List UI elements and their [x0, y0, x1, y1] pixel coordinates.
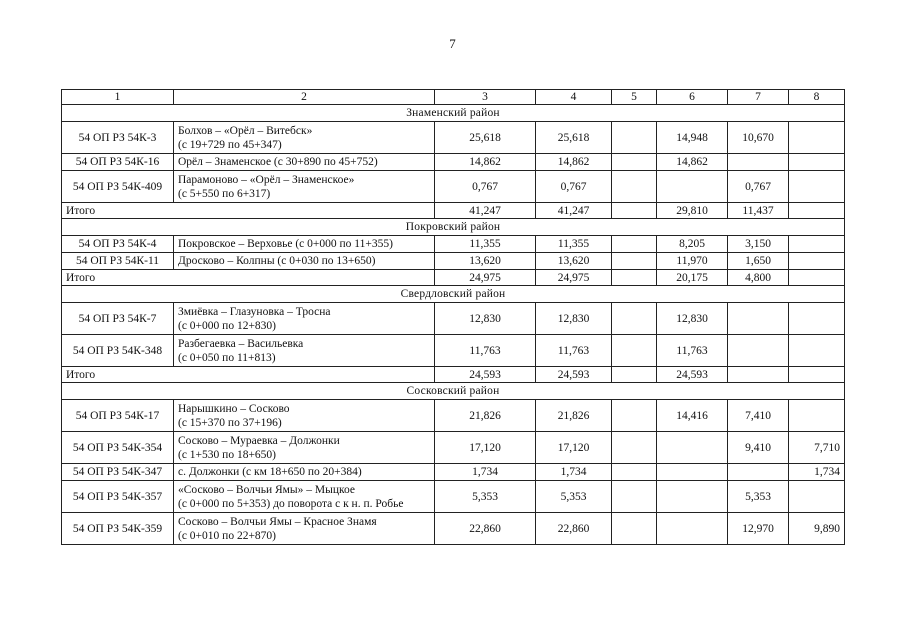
road-name-line: Болхов – «Орёл – Витебск»	[178, 124, 313, 137]
value-c4: 21,826	[536, 400, 612, 432]
value-c5	[612, 400, 657, 432]
value-c4: 25,618	[536, 122, 612, 154]
table-row	[62, 513, 845, 545]
total-value-c6: 20,175	[657, 270, 728, 286]
value-c7: 1,650	[728, 253, 789, 270]
road-name-line: Змиёвка – Глазуновка – Тросна	[178, 305, 331, 318]
value-c3: 1,734	[435, 464, 536, 481]
total-value-c6: 29,810	[657, 203, 728, 219]
value-c6: 11,763	[657, 335, 728, 367]
value-c4: 22,860	[536, 513, 612, 545]
road-code: 54 ОП РЗ 54К-17	[62, 400, 174, 432]
total-label: Итого	[62, 270, 435, 286]
value-c6	[657, 432, 728, 464]
total-value-c8	[789, 367, 845, 383]
value-c3: 17,120	[435, 432, 536, 464]
value-c4: 12,830	[536, 303, 612, 335]
total-value-c8	[789, 270, 845, 286]
total-value-c3: 41,247	[435, 203, 536, 219]
road-name-line: (с 5+550 по 6+317)	[178, 187, 271, 200]
column-number: 1	[62, 90, 174, 105]
district-title: Покровский район	[62, 219, 845, 236]
road-code: 54 ОП РЗ 54К-409	[62, 171, 174, 203]
column-number: 7	[728, 90, 789, 105]
column-number: 2	[174, 90, 435, 105]
value-c8: 1,734	[789, 464, 845, 481]
value-c6	[657, 513, 728, 545]
value-c7: 9,410	[728, 432, 789, 464]
value-c3: 25,618	[435, 122, 536, 154]
value-c8: 7,710	[789, 432, 845, 464]
district-row	[62, 105, 845, 122]
column-number: 3	[435, 90, 536, 105]
value-c3: 11,763	[435, 335, 536, 367]
road-name-line: Разбегаевка – Васильевка	[178, 337, 304, 350]
column-number-row	[62, 90, 845, 105]
road-code: 54 ОП РЗ 54К-4	[62, 236, 174, 253]
total-value-c7	[728, 367, 789, 383]
total-value-c4: 41,247	[536, 203, 612, 219]
value-c5	[612, 481, 657, 513]
total-value-c3: 24,593	[435, 367, 536, 383]
value-c6: 14,948	[657, 122, 728, 154]
table-row	[62, 481, 845, 513]
value-c6: 14,862	[657, 154, 728, 171]
total-label: Итого	[62, 367, 435, 383]
value-c7: 12,970	[728, 513, 789, 545]
value-c6	[657, 464, 728, 481]
page-number: 7	[449, 36, 456, 51]
value-c4: 11,355	[536, 236, 612, 253]
value-c7	[728, 303, 789, 335]
total-value-c5	[612, 203, 657, 219]
total-value-c5	[612, 270, 657, 286]
value-c5	[612, 236, 657, 253]
value-c8: 9,890	[789, 513, 845, 545]
road-name	[174, 303, 435, 335]
road-name-line: (с 1+530 по 18+650)	[178, 448, 277, 461]
table-row	[62, 303, 845, 335]
table-row	[62, 432, 845, 464]
column-number: 6	[657, 90, 728, 105]
road-name-line: Покровское – Верховье (с 0+000 по 11+355)	[178, 238, 393, 250]
road-name-line: (с 15+370 по 37+196)	[178, 416, 282, 429]
value-c8	[789, 122, 845, 154]
value-c8	[789, 481, 845, 513]
value-c3: 13,620	[435, 253, 536, 270]
total-value-c7: 4,800	[728, 270, 789, 286]
value-c4: 13,620	[536, 253, 612, 270]
value-c8	[789, 154, 845, 171]
total-value-c8	[789, 203, 845, 219]
value-c6	[657, 171, 728, 203]
value-c6	[657, 481, 728, 513]
road-name-line: с. Должонки (с км 18+650 по 20+384)	[178, 466, 362, 478]
road-code: 54 ОП РЗ 54К-3	[62, 122, 174, 154]
value-c3: 12,830	[435, 303, 536, 335]
value-c7: 10,670	[728, 122, 789, 154]
table-row	[62, 122, 845, 154]
value-c4: 5,353	[536, 481, 612, 513]
value-c7: 3,150	[728, 236, 789, 253]
road-name-line: (с 0+000 по 12+830)	[178, 319, 277, 332]
value-c3: 11,355	[435, 236, 536, 253]
total-value-c6: 24,593	[657, 367, 728, 383]
road-code: 54 ОП РЗ 54К-357	[62, 481, 174, 513]
total-row	[62, 270, 845, 286]
district-row	[62, 383, 845, 400]
value-c3: 14,862	[435, 154, 536, 171]
value-c5	[612, 253, 657, 270]
total-value-c4: 24,975	[536, 270, 612, 286]
value-c8	[789, 400, 845, 432]
total-value-c5	[612, 367, 657, 383]
column-number: 5	[612, 90, 657, 105]
road-code: 54 ОП РЗ 54К-16	[62, 154, 174, 171]
value-c5	[612, 303, 657, 335]
road-name	[174, 171, 435, 203]
total-value-c3: 24,975	[435, 270, 536, 286]
district-row	[62, 219, 845, 236]
value-c5	[612, 513, 657, 545]
road-name	[174, 236, 435, 253]
road-code: 54 ОП РЗ 54К-354	[62, 432, 174, 464]
column-number: 8	[789, 90, 845, 105]
table-row	[62, 171, 845, 203]
value-c5	[612, 154, 657, 171]
road-name	[174, 122, 435, 154]
value-c4: 1,734	[536, 464, 612, 481]
table-body	[62, 90, 845, 545]
value-c4: 11,763	[536, 335, 612, 367]
district-title: Знаменский район	[62, 105, 845, 122]
value-c5	[612, 122, 657, 154]
value-c6: 12,830	[657, 303, 728, 335]
value-c4: 0,767	[536, 171, 612, 203]
road-name	[174, 513, 435, 545]
value-c4: 14,862	[536, 154, 612, 171]
road-name-line: (с 0+000 по 5+353) до поворота с к н. п. Робье	[178, 497, 404, 510]
value-c7: 5,353	[728, 481, 789, 513]
total-value-c4: 24,593	[536, 367, 612, 383]
district-title: Сосковский район	[62, 383, 845, 400]
value-c7	[728, 464, 789, 481]
value-c5	[612, 432, 657, 464]
total-row	[62, 203, 845, 219]
road-name	[174, 253, 435, 270]
table-row	[62, 154, 845, 171]
road-name	[174, 464, 435, 481]
column-number: 4	[536, 90, 612, 105]
district-row	[62, 286, 845, 303]
road-code: 54 ОП РЗ 54К-7	[62, 303, 174, 335]
table-row	[62, 236, 845, 253]
value-c3: 21,826	[435, 400, 536, 432]
road-name	[174, 335, 435, 367]
value-c8	[789, 171, 845, 203]
road-name-line: (с 19+729 по 45+347)	[178, 138, 282, 151]
road-name-line: Дросково – Колпны (с 0+030 по 13+650)	[178, 255, 376, 267]
road-name-line: (с 0+050 по 11+813)	[178, 351, 276, 364]
road-name-line: Орёл – Знаменское (с 30+890 по 45+752)	[178, 156, 378, 168]
value-c6: 11,970	[657, 253, 728, 270]
value-c8	[789, 253, 845, 270]
value-c7: 0,767	[728, 171, 789, 203]
road-name-line: Сосково – Мураевка – Должонки	[178, 434, 340, 447]
value-c6: 14,416	[657, 400, 728, 432]
road-name	[174, 154, 435, 171]
table-row	[62, 253, 845, 270]
value-c8	[789, 335, 845, 367]
value-c7	[728, 335, 789, 367]
value-c5	[612, 171, 657, 203]
total-row	[62, 367, 845, 383]
road-name-line: «Сосково – Волчьи Ямы» – Мыцкое	[178, 483, 356, 496]
value-c4: 17,120	[536, 432, 612, 464]
value-c5	[612, 335, 657, 367]
value-c3: 5,353	[435, 481, 536, 513]
value-c3: 0,767	[435, 171, 536, 203]
table-row	[62, 400, 845, 432]
road-name-line: (с 0+010 по 22+870)	[178, 529, 277, 542]
road-name-line: Нарышкино – Сосково	[178, 402, 290, 415]
road-name-line: Сосково – Волчьи Ямы – Красное Знамя	[178, 515, 377, 528]
road-code: 54 ОП РЗ 54К-11	[62, 253, 174, 270]
district-title: Свердловский район	[62, 286, 845, 303]
road-code: 54 ОП РЗ 54К-359	[62, 513, 174, 545]
value-c7: 7,410	[728, 400, 789, 432]
road-name	[174, 400, 435, 432]
value-c8	[789, 303, 845, 335]
value-c7	[728, 154, 789, 171]
total-value-c7: 11,437	[728, 203, 789, 219]
road-code: 54 ОП РЗ 54К-348	[62, 335, 174, 367]
roads-table	[61, 89, 845, 545]
road-code: 54 ОП РЗ 54К-347	[62, 464, 174, 481]
total-label: Итого	[62, 203, 435, 219]
table-row	[62, 335, 845, 367]
road-name	[174, 432, 435, 464]
value-c8	[789, 236, 845, 253]
road-name	[174, 481, 435, 513]
table-row	[62, 464, 845, 481]
value-c6: 8,205	[657, 236, 728, 253]
value-c3: 22,860	[435, 513, 536, 545]
road-name-line: Парамоново – «Орёл – Знаменское»	[178, 173, 355, 186]
value-c5	[612, 464, 657, 481]
